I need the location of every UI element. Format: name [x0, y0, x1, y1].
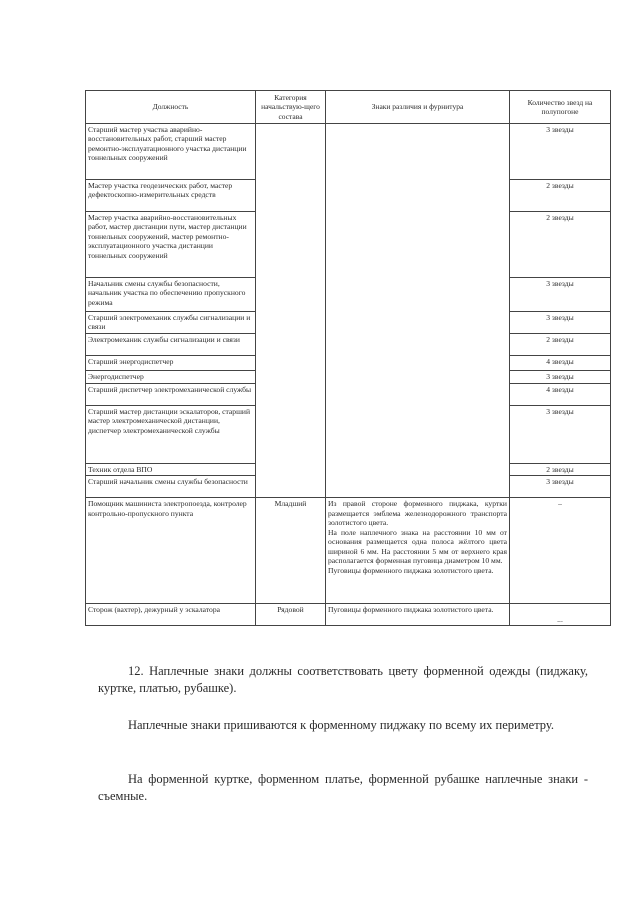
table-row [86, 124, 611, 180]
table-row [86, 604, 611, 626]
table-body [86, 124, 611, 626]
cell-stars: 2 звезды [510, 180, 611, 212]
cell-stars: ... [510, 604, 611, 626]
insignia-table [85, 90, 611, 626]
paragraph-sewing: Наплечные знаки пришиваются к форменному пиджаку по всему их периметру. [128, 718, 555, 732]
cell-stars: 3 звезды [510, 312, 611, 334]
cell-category: Рядовой [256, 604, 326, 626]
cell-position: Помощник машиниста электропоезда, контролер контрольно-пропускного пункта [86, 498, 256, 604]
cell-position: Электромеханик службы сигнализации и связи [86, 334, 256, 356]
header-category: Категория начальствую-щего состава [256, 91, 326, 124]
cell-stars: 3 звезды [510, 476, 611, 498]
cell-stars: 4 звезды [510, 356, 611, 371]
cell-position: Сторож (вахтер), дежурный у эскалатора [86, 604, 256, 626]
table-header-row [86, 91, 611, 124]
cell-insignia: Из правой стороне форменного пиджака, куртки размещается эмблема железнодорожного транспорта золотистого цвета. На поле наплечного знака на расстоянии 10 мм от основания размещается одна полоса жёлтого цвета шириной 6 мм. На расстоянии 5 мм от верхнего края располагается форменная пуговица диаметром 10 мм. Пуговицы форменного пиджака золотистого цвета. [326, 498, 510, 604]
cell-category: Младший [256, 498, 326, 604]
cell-insignia [326, 124, 510, 498]
cell-stars: 2 звезды [510, 464, 611, 476]
cell-stars: 3 звезды [510, 124, 611, 180]
header-position: Должность [86, 91, 256, 124]
cell-position: Мастер участка аварийно-восстановительных работ, мастер дистанции пути, мастер дистанции тоннельных сооружений, мастер ремонтно-эксплуатационного участка дистанции тоннельных сооружений [86, 212, 256, 278]
cell-position: Старший мастер участка аварийно-восстановительных работ, старший мастер ремонтно-эксплуатационного участка дистанции тоннельных сооружений [86, 124, 256, 180]
cell-position: Мастер участка геодезических работ, мастер дефектоскопно-измерительных средств [86, 180, 256, 212]
cell-stars: 3 звезды [510, 406, 611, 464]
cell-position: Старший мастер дистанции эскалаторов, старший мастер электромеханической дистанции, диспетчер электромеханической службы [86, 406, 256, 464]
cell-category [256, 124, 326, 498]
cell-position: Старший начальник смены службы безопасности [86, 476, 256, 498]
cell-position: Энергодиспетчер [86, 371, 256, 384]
cell-position: Старший диспетчер электромеханической службы [86, 384, 256, 406]
paragraph-removable: На форменной куртке, форменном платье, форменной рубашке наплечные знаки - съемные. [98, 772, 588, 803]
cell-position: Старший электромеханик службы сигнализации и связи [86, 312, 256, 334]
table-row [86, 498, 611, 604]
cell-position: Техник отдела ВПО [86, 464, 256, 476]
cell-stars: 4 звезды [510, 384, 611, 406]
cell-position: Старший энергодиспетчер [86, 356, 256, 371]
header-insignia: Знаки различия и фурнитура [326, 91, 510, 124]
cell-stars: – [510, 498, 611, 604]
cell-position: Начальник смены службы безопасности, начальник участка по обеспечению пропускного режима [86, 278, 256, 312]
cell-insignia: Пуговицы форменного пиджака золотистого цвета. [326, 604, 510, 626]
cell-stars: 3 звезды [510, 371, 611, 384]
cell-stars: 2 звезды [510, 334, 611, 356]
cell-stars: 2 звезды [510, 212, 611, 278]
paragraph-12: 12. Наплечные знаки должны соответствовать цвету форменной одежды (пиджаку, куртке, платью, рубашке). [98, 664, 588, 695]
header-stars: Количество звезд на полупогоне [510, 91, 611, 124]
cell-stars: 3 звезды [510, 278, 611, 312]
